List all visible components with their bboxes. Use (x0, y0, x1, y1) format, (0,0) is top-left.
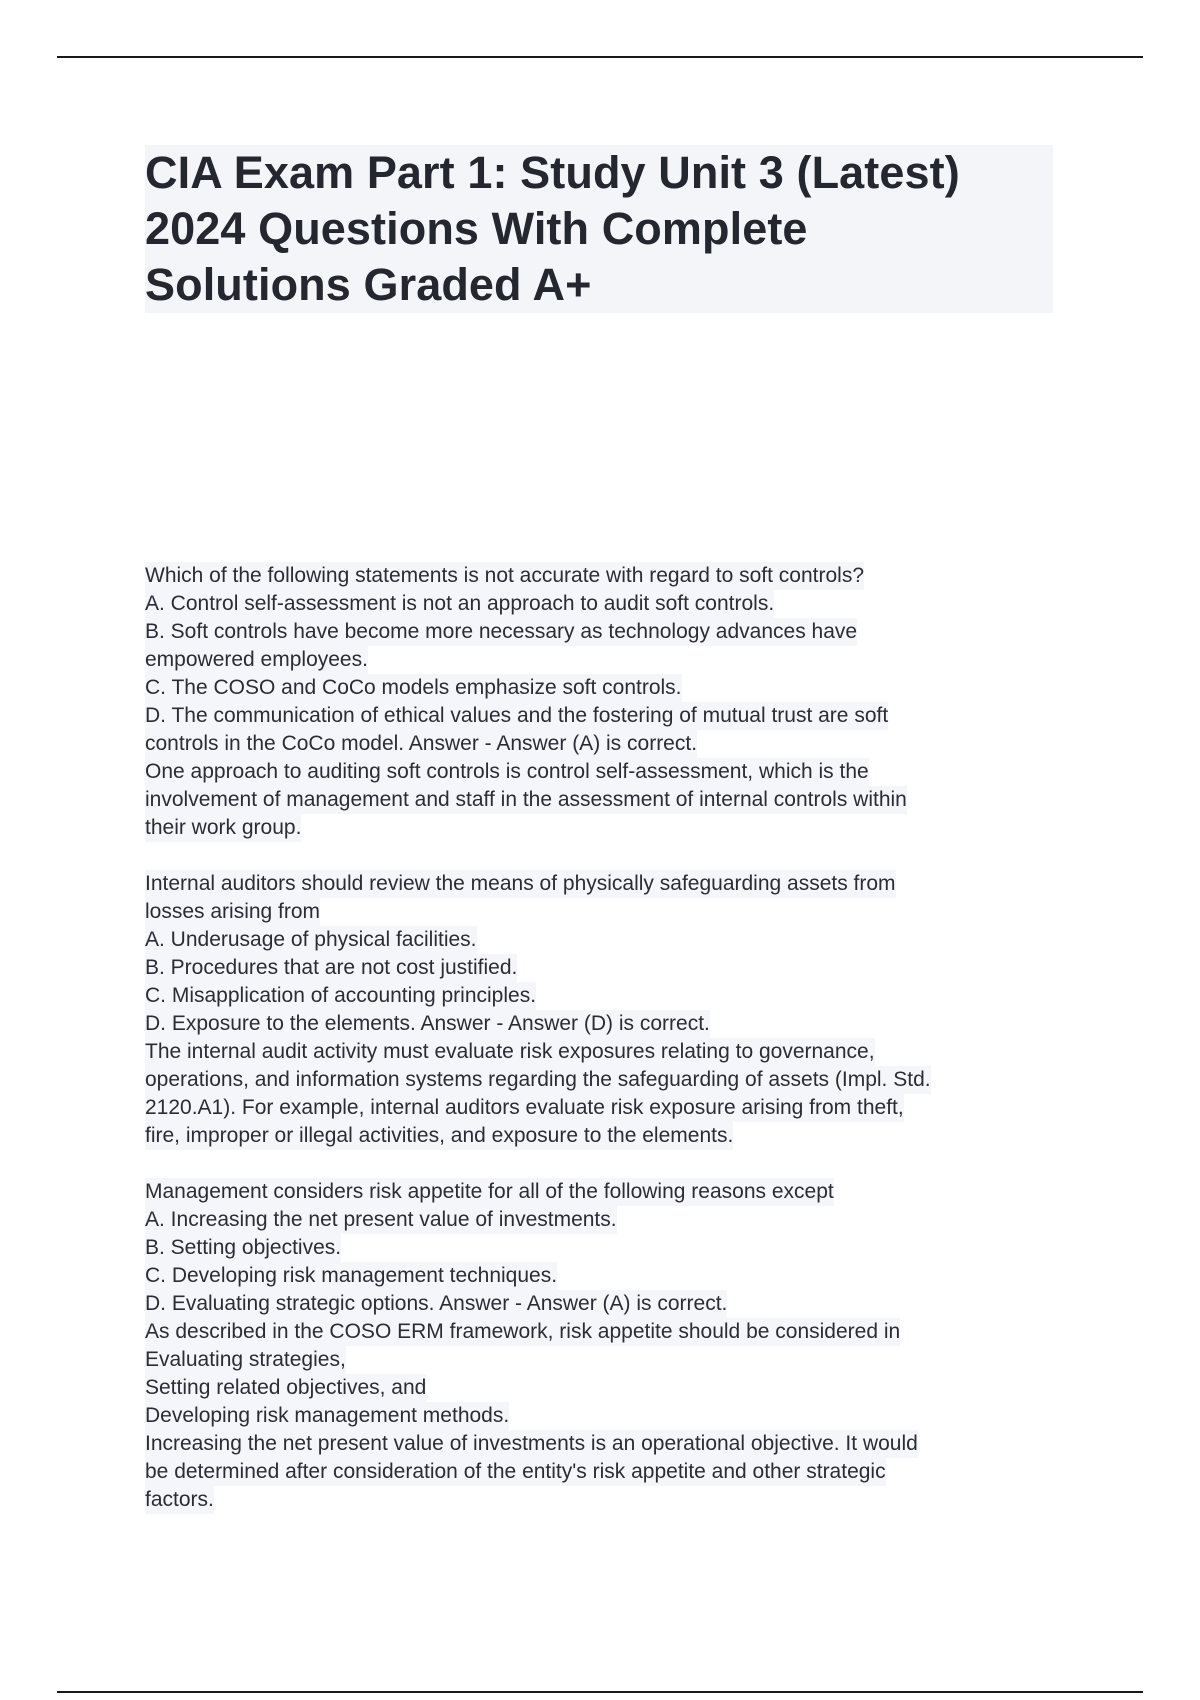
answer-option: D. Exposure to the elements. Answer - Answer (D) is correct. (145, 1010, 710, 1038)
answer-option: B. Soft controls have become more necessary as technology advances have (145, 618, 857, 646)
explanation-text: The internal audit activity must evaluate risk exposures relating to governance, (145, 1038, 875, 1066)
answer-option: D. The communication of ethical values and the fostering of mutual trust are soft (145, 702, 888, 730)
answer-option: B. Setting objectives. (145, 1234, 341, 1262)
top-rule (57, 56, 1143, 58)
answer-option: B. Procedures that are not cost justified. (145, 954, 517, 982)
document-title (145, 145, 1053, 313)
explanation-text: Increasing the net present value of investments is an operational objective. It would (145, 1430, 918, 1458)
explanation-text: 2120.A1). For example, internal auditors evaluate risk exposure arising from theft, (145, 1094, 904, 1122)
explanation-text: operations, and information systems regarding the safeguarding of assets (Impl. Std. (145, 1066, 931, 1094)
title-line: Solutions Graded A+ (145, 259, 592, 310)
explanation-text: Evaluating strategies, (145, 1346, 346, 1374)
answer-option: C. The COSO and CoCo models emphasize soft controls. (145, 674, 682, 702)
explanation-text: involvement of management and staff in the assessment of internal controls within (145, 786, 907, 814)
question-text: losses arising from (145, 898, 320, 926)
answer-option: A. Control self-assessment is not an approach to audit soft controls. (145, 590, 774, 618)
question-block (145, 1178, 1065, 1514)
answer-option: empowered employees. (145, 646, 368, 674)
explanation-text: Developing risk management methods. (145, 1402, 509, 1430)
explanation-text: their work group. (145, 814, 301, 842)
question-text: Management considers risk appetite for all of the following reasons except (145, 1178, 834, 1206)
answer-option: A. Increasing the net present value of investments. (145, 1206, 617, 1234)
explanation-text: factors. (145, 1486, 214, 1514)
question-block (145, 870, 1065, 1150)
answer-option: C. Misapplication of accounting principles. (145, 982, 536, 1010)
explanation-text: Setting related objectives, and (145, 1374, 426, 1402)
explanation-text: One approach to auditing soft controls is control self-assessment, which is the (145, 758, 869, 786)
page-title (145, 145, 1053, 313)
question-block (145, 562, 1065, 842)
title-line: CIA Exam Part 1: Study Unit 3 (Latest) (145, 147, 960, 198)
answer-option: D. Evaluating strategic options. Answer - Answer (A) is correct. (145, 1290, 727, 1318)
question-text: Internal auditors should review the means of physically safeguarding assets from (145, 870, 896, 898)
document-body (145, 562, 1065, 1542)
answer-option: A. Underusage of physical facilities. (145, 926, 477, 954)
explanation-text: As described in the COSO ERM framework, risk appetite should be considered in (145, 1318, 900, 1346)
title-line: 2024 Questions With Complete (145, 203, 808, 254)
bottom-rule (57, 1691, 1143, 1693)
explanation-text: be determined after consideration of the entity's risk appetite and other strategic (145, 1458, 886, 1486)
question-text: Which of the following statements is not accurate with regard to soft controls? (145, 562, 864, 590)
answer-option: C. Developing risk management techniques. (145, 1262, 557, 1290)
answer-option: controls in the CoCo model. Answer - Answer (A) is correct. (145, 730, 697, 758)
explanation-text: fire, improper or illegal activities, and exposure to the elements. (145, 1122, 733, 1150)
